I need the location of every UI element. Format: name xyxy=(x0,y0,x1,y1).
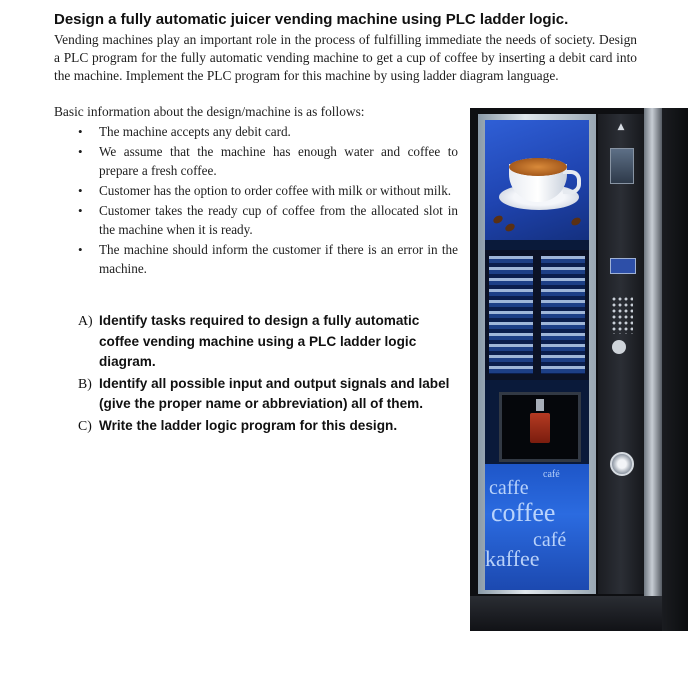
word-coffee: coffee xyxy=(491,498,556,527)
word-kaffee: kaffee xyxy=(485,546,540,571)
list-item xyxy=(78,181,458,200)
coffee-bean-icon xyxy=(504,222,516,233)
list-item-text: Customer takes the ready cup of coffee from the allocated slot in the machine when it is ready. xyxy=(99,203,458,237)
coffee-bean-icon xyxy=(492,214,504,225)
cup-handle-graphic xyxy=(563,170,581,194)
requirements-list xyxy=(78,122,458,279)
task-letter: B) xyxy=(78,375,92,391)
task-item xyxy=(78,416,462,437)
task-text: Identify all possible input and output signals and label (give the proper name or abbreviation) all of them. xyxy=(99,375,450,411)
coffee-surface-graphic xyxy=(509,158,567,176)
question-title: Design a fully automatic juicer vending machine using PLC ladder logic. xyxy=(54,11,569,28)
control-panel xyxy=(598,114,644,594)
word-cafe: café xyxy=(533,529,567,551)
dispensed-cup xyxy=(530,413,550,443)
bullet-icon: • xyxy=(78,203,83,218)
selector-knob xyxy=(612,340,626,354)
product-shelves xyxy=(485,250,589,380)
list-item xyxy=(78,122,458,141)
task-text: Write the ladder logic program for this design. xyxy=(99,417,398,433)
word-caffe: caffe xyxy=(489,477,529,499)
task-list xyxy=(78,311,462,437)
coffee-words-panel xyxy=(485,464,589,590)
dispense-nozzle xyxy=(536,399,544,411)
intro-paragraph: Vending machines play an important role in the process of fulfilling immediate the needs of society. Design a PLC program for the fully automatic vending machine to get a cup of coffee by inserting a debit card into the machine. Implement the PLC program for this machine by using ladder diagram language. xyxy=(54,32,637,83)
keypad-buttons xyxy=(611,296,633,334)
card-reader-slot xyxy=(610,258,636,274)
bullet-icon: • xyxy=(78,144,83,159)
shelf-column-left xyxy=(489,256,533,374)
task-letter: A) xyxy=(78,313,93,328)
list-item xyxy=(78,142,458,180)
machine-side-panel xyxy=(662,108,688,631)
machine-door-edge xyxy=(644,108,662,600)
list-item-text: The machine accepts any debit card. xyxy=(99,124,291,139)
list-item xyxy=(78,240,458,278)
coin-return-knob xyxy=(610,452,634,476)
task-item xyxy=(78,311,462,373)
coffee-bean-icon xyxy=(570,216,582,227)
basic-info-heading: Basic information about the design/machine is as follows: xyxy=(54,104,365,119)
coffee-cup-poster xyxy=(485,120,589,240)
task-item xyxy=(78,374,462,415)
brand-logo-icon: ▲ xyxy=(617,122,625,132)
task-text: Identify tasks required to design a fully automatic coffee vending machine using a PLC ladder logic diagram. xyxy=(99,313,420,369)
list-item-text: Customer has the option to order coffee with milk or without milk. xyxy=(99,183,452,198)
display-screen xyxy=(610,148,634,184)
word-cafe-small: café xyxy=(543,469,560,480)
task-letter: C) xyxy=(78,417,92,433)
machine-display-window xyxy=(485,120,589,590)
list-item-text: We assume that the machine has enough water and coffee to prepare a fresh coffee. xyxy=(99,144,458,178)
list-item xyxy=(78,201,458,239)
bullet-icon: • xyxy=(78,242,83,257)
shelf-column-right xyxy=(541,256,585,374)
list-item-text: The machine should inform the customer if there is an error in the machine. xyxy=(99,242,458,276)
machine-base xyxy=(470,596,662,631)
vending-machine-image xyxy=(470,108,688,631)
bullet-icon: • xyxy=(78,183,83,198)
bullet-icon: • xyxy=(78,124,83,139)
cup-dispense-slot xyxy=(499,392,581,462)
